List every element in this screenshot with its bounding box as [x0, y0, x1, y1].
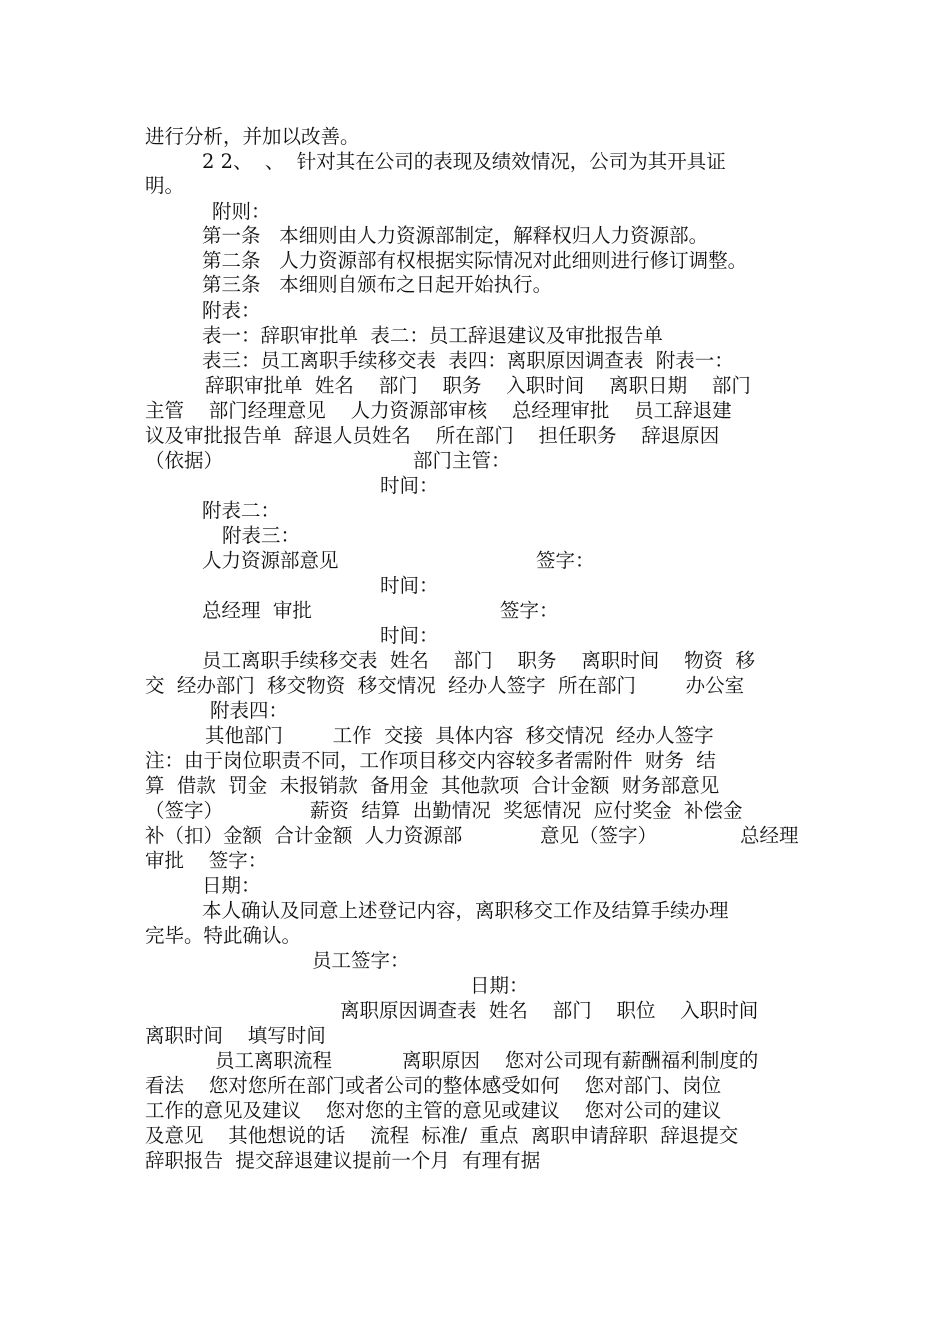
- text-line: 补（扣）金额 合计金额 人力资源部: [145, 824, 463, 847]
- text-line: 时间：: [380, 624, 439, 647]
- section-heading: 附表二：: [202, 499, 281, 522]
- text-line: 人力资源部意见: [202, 549, 339, 572]
- section-heading: 附则：: [212, 200, 271, 223]
- section-heading: 附表：: [202, 299, 261, 322]
- text-line: 明。: [145, 174, 185, 197]
- text-line: 薪资 结算 出勤情况 奖惩情况 应付奖金 补偿金: [310, 799, 743, 822]
- text-line: 注：由于岗位职责不同，工作项目移交内容较多者需附件 财务 结: [145, 749, 716, 772]
- text-line: 交 经办部门 移交物资 移交情况 经办人签字 所在部门 办公室: [145, 674, 745, 697]
- text-line: （依据）: [145, 449, 224, 472]
- section-heading: 附表四：: [210, 699, 289, 722]
- text-line: 议及审批报告单 辞退人员姓名 所在部门 担任职务 辞退原因: [145, 424, 720, 447]
- text-line: 算 借款 罚金 未报销款 备用金 其他款项 合计金额 财务部意见: [145, 774, 720, 797]
- text-line: 日期：: [470, 974, 529, 997]
- text-line: 第二条 人力资源部有权根据实际情况对此细则进行修订调整。: [202, 249, 748, 272]
- text-line: 时间：: [380, 474, 439, 497]
- text-line: 表三：员工离职手续移交表 表四：离职原因调查表 附表一：: [202, 349, 734, 372]
- text-line: 签字：: [500, 599, 559, 622]
- text-line: 总经理 审批: [202, 599, 312, 622]
- text-line: 签字：: [536, 549, 595, 572]
- text-line: 员工离职流程: [215, 1049, 333, 1072]
- text-line: 辞职审批单 姓名 部门 职务 入职时间 离职日期 部门: [205, 374, 751, 397]
- text-line: 完毕。特此确认。: [145, 924, 302, 947]
- text-line: 进行分析，并加以改善。: [145, 125, 360, 148]
- text-line: 时间：: [380, 574, 439, 597]
- text-line: 及意见 其他想说的话 流程 标准/ 重点 离职申请辞职 辞退提交: [145, 1124, 739, 1147]
- text-line: （签字）: [145, 799, 224, 822]
- text-line: 意见（签字）: [540, 824, 658, 847]
- text-line: 总经理: [740, 824, 799, 847]
- text-line: 工作的意见及建议 您对您的主管的意见或建议 您对公司的建议: [145, 1099, 722, 1122]
- text-line: 审批 签字：: [145, 849, 268, 872]
- text-line: 员工离职手续移交表 姓名 部门 职务 离职时间 物资 移: [202, 649, 755, 672]
- text-line: 部门主管：: [413, 449, 511, 472]
- text-line: 离职原因 您对公司现有薪酬福利制度的: [402, 1049, 759, 1072]
- text-line: 员工签字：: [312, 949, 410, 972]
- text-line: 看法 您对您所在部门或者公司的整体感受如何 您对部门、岗位: [145, 1074, 722, 1097]
- text-line: 第一条 本细则由人力资源部制定，解释权归人力资源部。: [202, 224, 709, 247]
- text-line: 2 2、 、 针对其在公司的表现及绩效情况，公司为其开具证: [202, 150, 726, 173]
- text-line: 辞职报告 提交辞退建议提前一个月 有理有据: [145, 1149, 541, 1172]
- text-line: 本人确认及同意上述登记内容，离职移交工作及结算手续办理: [202, 899, 729, 922]
- text-line: 主管 部门经理意见 人力资源部审核 总经理审批 员工辞退建: [145, 399, 732, 422]
- text-line: 其他部门 工作 交接 具体内容 移交情况 经办人签字: [205, 724, 714, 747]
- text-line: 离职原因调查表 姓名 部门 职位 入职时间: [340, 999, 759, 1022]
- text-line: 日期：: [202, 874, 261, 897]
- text-line: 第三条 本细则自颁布之日起开始执行。: [202, 273, 553, 296]
- text-line: 表一：辞职审批单 表二：员工辞退建议及审批报告单: [202, 324, 663, 347]
- text-line: 离职时间 填写时间: [145, 1024, 326, 1047]
- section-heading: 附表三：: [222, 524, 301, 547]
